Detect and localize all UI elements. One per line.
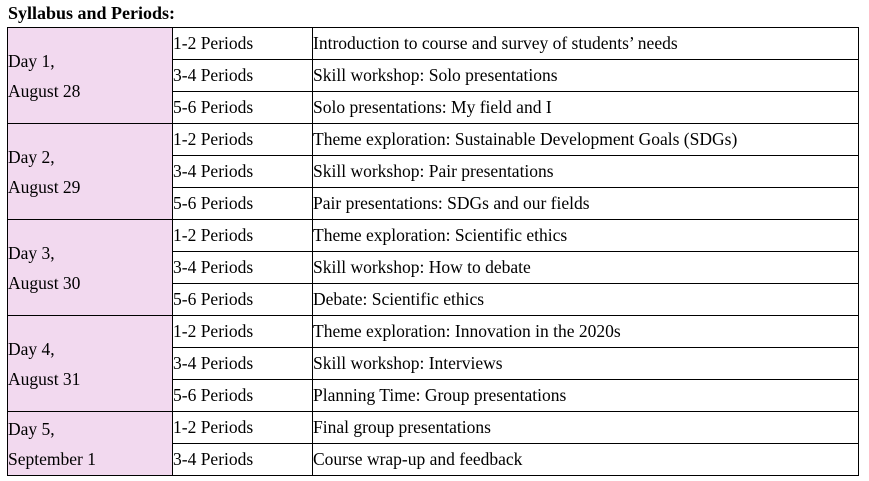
period-cell: 1-2 Periods bbox=[173, 412, 313, 444]
day-label: Day 3, bbox=[8, 242, 55, 263]
table-row bbox=[8, 412, 859, 444]
period-cell: 1-2 Periods bbox=[173, 220, 313, 252]
day-date: August 31 bbox=[8, 368, 81, 389]
topic-cell: Skill workshop: Solo presentations bbox=[313, 60, 859, 92]
day-cell bbox=[8, 28, 173, 124]
topic-cell: Skill workshop: Interviews bbox=[313, 348, 859, 380]
day-cell bbox=[8, 220, 173, 316]
period-cell: 1-2 Periods bbox=[173, 316, 313, 348]
day-cell bbox=[8, 124, 173, 220]
period-cell: 3-4 Periods bbox=[173, 348, 313, 380]
period-cell: 1-2 Periods bbox=[173, 124, 313, 156]
topic-cell: Pair presentations: SDGs and our fields bbox=[313, 188, 859, 220]
day-cell bbox=[8, 412, 173, 476]
day-cell bbox=[8, 316, 173, 412]
period-cell: 1-2 Periods bbox=[173, 28, 313, 60]
table-row bbox=[8, 220, 859, 252]
day-label: Day 5, bbox=[8, 418, 55, 439]
table-row bbox=[8, 316, 859, 348]
topic-cell: Theme exploration: Scientific ethics bbox=[313, 220, 859, 252]
topic-cell: Debate: Scientific ethics bbox=[313, 284, 859, 316]
topic-cell: Theme exploration: Sustainable Development Goals (SDGs) bbox=[313, 124, 859, 156]
topic-cell: Skill workshop: Pair presentations bbox=[313, 156, 859, 188]
period-cell: 3-4 Periods bbox=[173, 156, 313, 188]
topic-cell: Planning Time: Group presentations bbox=[313, 380, 859, 412]
day-label: Day 1, bbox=[8, 50, 55, 71]
period-cell: 5-6 Periods bbox=[173, 380, 313, 412]
day-date: August 30 bbox=[8, 272, 81, 293]
table-row bbox=[8, 28, 859, 60]
period-cell: 3-4 Periods bbox=[173, 60, 313, 92]
day-date: August 28 bbox=[8, 80, 81, 101]
day-label: Day 4, bbox=[8, 338, 55, 359]
topic-cell: Theme exploration: Innovation in the 2020s bbox=[313, 316, 859, 348]
day-date: August 29 bbox=[8, 176, 81, 197]
page-title: Syllabus and Periods: bbox=[8, 3, 176, 23]
table-row bbox=[8, 124, 859, 156]
syllabus-table bbox=[7, 27, 859, 476]
period-cell: 3-4 Periods bbox=[173, 252, 313, 284]
topic-cell: Course wrap-up and feedback bbox=[313, 444, 859, 476]
topic-cell: Skill workshop: How to debate bbox=[313, 252, 859, 284]
topic-cell: Final group presentations bbox=[313, 412, 859, 444]
period-cell: 5-6 Periods bbox=[173, 284, 313, 316]
topic-cell: Solo presentations: My field and I bbox=[313, 92, 859, 124]
period-cell: 3-4 Periods bbox=[173, 444, 313, 476]
day-date: September 1 bbox=[8, 448, 96, 469]
period-cell: 5-6 Periods bbox=[173, 188, 313, 220]
day-label: Day 2, bbox=[8, 146, 55, 167]
period-cell: 5-6 Periods bbox=[173, 92, 313, 124]
topic-cell: Introduction to course and survey of students’ needs bbox=[313, 28, 859, 60]
